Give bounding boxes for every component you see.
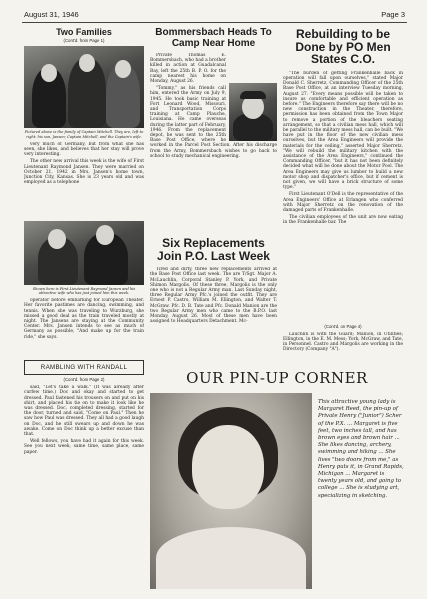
column-middle [150,28,277,375]
paragraph: "The burden of getting Frankenhalle back in operation will fall upon ourselves," stated Major Donald C. Sherretz, Commanding Officer of the 25th Base Post Office, at an interview Tuesday morning, August 27. "Every means possible will be taken to insure as comfortable and efficient operation as before." The Engineers therefore say there will be no new construction in the Theater, therefore, permission has been obtained from the Town Major to remove a portion of the bleachers seating arrangement, so that a civilian mess hall, which will be parallel to the military mess hall, can be built. "We have put in the floor of the new civilian mess ourselves, but the Area Engineers will provide the materials for the ceiling," asserted Major Sherretz. "We will rebuild the military kitchen with the assistance of the Area Engineers," continued the Commanding Officer, "but it has not been definitely decided what will be done about the Motor Pool. The Area Engineers may give us lumber to build a new motor shop and dispatcher's office, but if cement is not given, we will have a brick structure of some type." [283,70,403,191]
paragraph: Well fellows, you have had it again for this week. See you next week, same time, same place, same paper. [24,439,144,455]
rambling-with-randall-heading: RAMBLING WITH RANDALL [24,360,144,375]
paragraph: Lauchlin is with the Guard; Manion, in Utilities; Ellington, in the E. M. Mess; York, McGraw, and Tate, in Personnel. Castro and Margolis are working in the Directory (Company "A"). [283,331,403,353]
two-families-headline: Two Families [56,27,112,37]
paragraph: very much of Germany, but from what she has seen, she likes, and believes that her stay will prove very interesting. [24,141,144,158]
pin-up-corner [150,369,404,499]
paragraph: "Tommy," as his friends call him, entered the Army on July 9, 1945. He took basic training at Fort Leonard Wood, Missouri, and Transportation Corps training at Camp Plauche, Louisiana. He came overseas during the latter part of February, 1946. From the replacement depot, he was sent to the 25th Base Post Office, where he worked in the Parcel Post Section. After his discharge from the Army, Bommersbach wishes to go back to school to study mechanical engineering. [150,86,277,159]
jansen-text [24,298,144,356]
photo-caption: Shown here is First Lieutenant Raymond Jansen and his attractive wife who has just joined him this week. [32,286,136,296]
bommersbach-portrait [229,83,277,141]
bommersbach-text [150,53,277,233]
paragraph: Tired and dirty, three new replacements arrived at the Base Post Office last week. The are T/Sgt. Major A. McLauchlin, Corporal Stanley P. York, and Private Shimon Margolis. Of these three, Margolis is the only one who is not a Regular Army man. Last Sunday night, three Regular Army Pfc.'s joined the outfit. They are Ernest P. Castro, William M. Ellington, and Walter T. McGraw. Pfc. D. B. Tate and Pfc. Donald Manion are the two Regular Army men who came to the B.P.O. last Monday, August 26. Most of these men have been assigned to Headquarters Detachment. Mc- [150,267,277,325]
bommersbach-headline: Bommersbach Heads To Camp Near Home [155,27,272,49]
header-rule [22,22,407,23]
paragraph: Private Thomas E. Bommersbach, who had a brother killed in action at Guadalcanal Bay, left the 25th B. P. O. for the camp nearest his home on Monday, August 26. [150,53,226,85]
column-right [283,28,403,366]
paragraph: First Lieutenant O'Dell is the representative of the Area Engineers' Office at Erlangen who conferred with Major Sherretz on the renovation of the damaged parts of Frankenhalle. [283,192,403,214]
paragraph: The civilian employees of the unit are now eating in the Frankenhalle bar. The [283,215,403,226]
replacements-text [150,267,277,375]
two-families-text [24,142,144,218]
paragraph: operator before embarking for European Theater. Her favorite pastimes are dancing, swimming, and tennis. When she was traveling to Wurzburg, she missed a good deal as the train traveled mostly at night. The Jansens are staying at the Community Center. Mrs. Jansen intends to see as much of Germany as possible, "And make up for the train ride," she says. [24,298,144,340]
paragraph: said, "Let's take a walk." (It was already after curfew time.) Doc and okay and started to get dressed. Paul fastened his trousers on and put on his shirt, and placed his tie on to make it look like he was dressed. Doc, completed dressing, started for the door, turned and said, "Come on Paul." Then he saw how Paul was dressed. They all had a good laugh on Doc, and he still swears up and down he was awake. Come on Doc think up a better excuse than that. [24,385,144,438]
rambling-text [24,385,144,503]
mitchell-family-photo [24,46,144,128]
replacements-continued-text [283,332,403,366]
photo-caption: Pictured above is the family of Captain Mitchell. They are, left to right: his son, Jansen; Captain Mitchell, and the Captain's wife. [24,130,144,139]
page-number: Page 3 [381,10,405,19]
replacements-headline: Six Replacements Join P.O. Last Week [157,236,270,263]
continued-note: (Cont'd. from Page 2) [63,377,105,383]
issue-date: August 31, 1946 [24,10,79,19]
rebuilding-headline: Rebuilding to be Done by PO Men States C.O. [295,27,391,67]
margaret-reed-portrait [150,393,312,589]
pin-up-corner-headline: OUR PIN-UP CORNER [186,369,368,387]
paragraph: The other new arrival this week is the wife of First Lieutenant Raymond Jansen. They were married on October 21, 1942 in Mrs. Jansen's home town, Junction City, Kansas. She is 23 years old and was employed as a telephone [24,159,144,186]
continued-note: (Cont'd. on Page 4) [324,323,362,329]
rebuilding-text [283,71,403,323]
page-header [24,10,405,20]
continued-note: (Cont'd. from Page 1) [63,38,105,44]
pin-up-text: This attractive young lady is Margaret Reed, the pin-up of Private Henry ("Junior") Scher of the P.X. ... Margaret is five feet, two inches tall, and has brown eyes and brown hair ... She likes dancing, archery, swimming and hiking ... She lives "two doors from me," as Henry puts it, in Grand Rapids, Michigan ... Margaret is twenty years old, and going to college ... She is studying art, specializing in sketching. [318,399,404,499]
jansen-couple-photo [24,221,144,285]
column-left [24,28,144,503]
